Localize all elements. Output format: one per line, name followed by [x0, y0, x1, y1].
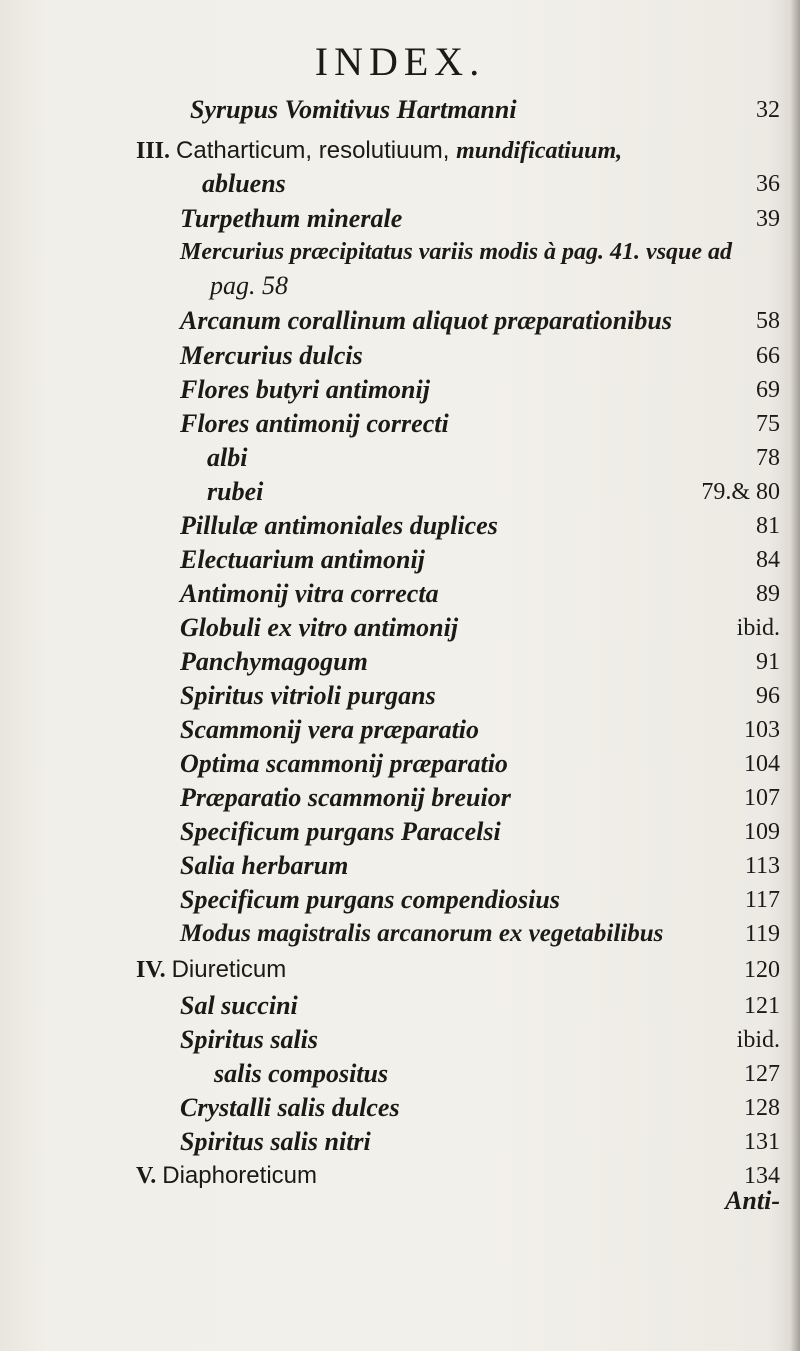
entry-label: Modus magistralis arcanorum ex vegetabilibus	[180, 920, 664, 947]
entry-page: 107	[744, 785, 780, 811]
entry-label: Antimonij vitra correcta	[180, 579, 439, 608]
entry-label: Mercurius præcipitatus variis modis à pag. 41. vsque ad	[180, 239, 733, 265]
entry-page: 79.& 80	[701, 479, 780, 505]
entry-label: albi	[207, 443, 248, 472]
entry-page: 131	[744, 1129, 780, 1155]
entry-label: rubei	[207, 477, 264, 506]
entry-page: 69	[756, 377, 780, 403]
entry-label-roman: Diaphoreticum	[162, 1162, 317, 1189]
entry-label: Spiritus salis	[180, 1025, 319, 1054]
index-entry	[0, 1156, 800, 1196]
entry-label: Flores antimonij correcti	[180, 409, 449, 438]
entry-page: 78	[756, 445, 780, 471]
entry-page: 58	[756, 308, 780, 334]
entry-page: 89	[756, 581, 780, 607]
section-numeral: IV.	[136, 957, 166, 983]
entry-page: 84	[756, 547, 780, 573]
entry-label: Flores butyri antimonij	[180, 375, 430, 404]
entry-page: 104	[744, 751, 780, 777]
section-numeral: III.	[136, 138, 171, 164]
entry-page: 39	[756, 206, 780, 232]
entry-page: 120	[744, 957, 780, 983]
entry-label: Specificum purgans compendiosius	[180, 885, 560, 914]
entry-label	[136, 950, 286, 990]
index-entry	[0, 301, 800, 341]
entry-label: Optima scammonij præparatio	[180, 749, 508, 778]
index-entry	[0, 914, 800, 954]
entry-page: ibid.	[736, 1027, 780, 1053]
entry-label: Turpethum minerale	[180, 204, 403, 233]
entry-page: 121	[744, 993, 780, 1019]
index-entry	[0, 90, 800, 130]
entry-page: 81	[756, 513, 780, 539]
entry-label: Scammonij vera præparatio	[180, 715, 480, 744]
entry-page: 117	[744, 887, 780, 913]
entry-page: 134	[744, 1163, 780, 1189]
entry-label-roman: Diureticum	[171, 956, 287, 983]
entry-label-italic: mundificatiuum,	[456, 138, 623, 164]
running-head: INDEX.	[314, 39, 486, 84]
index-entry	[0, 950, 800, 990]
entry-page: 32	[756, 97, 780, 123]
entry-label: Panchymagogum	[180, 647, 368, 676]
entry-label: abluens	[202, 169, 286, 198]
entry-page: 66	[756, 343, 780, 369]
entry-label: Arcanum corallinum aliquot præparationibus	[180, 306, 672, 335]
entry-label: Sal succini	[180, 991, 298, 1020]
entry-label: Electuarium antimonij	[180, 545, 425, 574]
entry-label: Spiritus salis nitri	[180, 1127, 371, 1156]
entry-label: Præparatio scammonij breuior	[180, 783, 511, 812]
entry-label: Spiritus vitrioli purgans	[180, 681, 436, 710]
entry-page: 103	[744, 717, 780, 743]
entry-page: 75	[756, 411, 780, 437]
catchword: Anti-	[725, 1186, 780, 1215]
entry-label: pag. 58	[210, 271, 288, 300]
index-entry	[0, 266, 800, 306]
entry-page: 128	[744, 1095, 780, 1121]
entry-label: Syrupus Vomitivus Hartmanni	[190, 95, 517, 124]
entry-page: 113	[744, 853, 780, 879]
entry-label: Specificum purgans Paracelsi	[180, 817, 501, 846]
entry-page: 91	[756, 649, 780, 675]
entry-label: salis compositus	[214, 1059, 389, 1088]
entry-page: 96	[756, 683, 780, 709]
entry-label: Salia herbarum	[180, 851, 349, 880]
entry-label: Pillulæ antimoniales duplices	[180, 511, 498, 540]
section-numeral: V.	[136, 1163, 157, 1189]
entry-label: Crystalli salis dulces	[180, 1093, 400, 1122]
entry-page: 127	[744, 1061, 780, 1087]
entry-page: 36	[756, 171, 780, 197]
entry-page: 119	[744, 921, 780, 947]
entry-label: Mercurius dulcis	[180, 341, 363, 370]
entry-page: 109	[744, 819, 780, 845]
entry-label-roman: Catharticum, resolutiuum,	[176, 137, 450, 164]
entry-page: ibid.	[736, 615, 780, 641]
index-entry	[0, 164, 800, 204]
entry-label: Globuli ex vitro antimonij	[180, 613, 459, 642]
entry-label	[136, 1156, 317, 1196]
